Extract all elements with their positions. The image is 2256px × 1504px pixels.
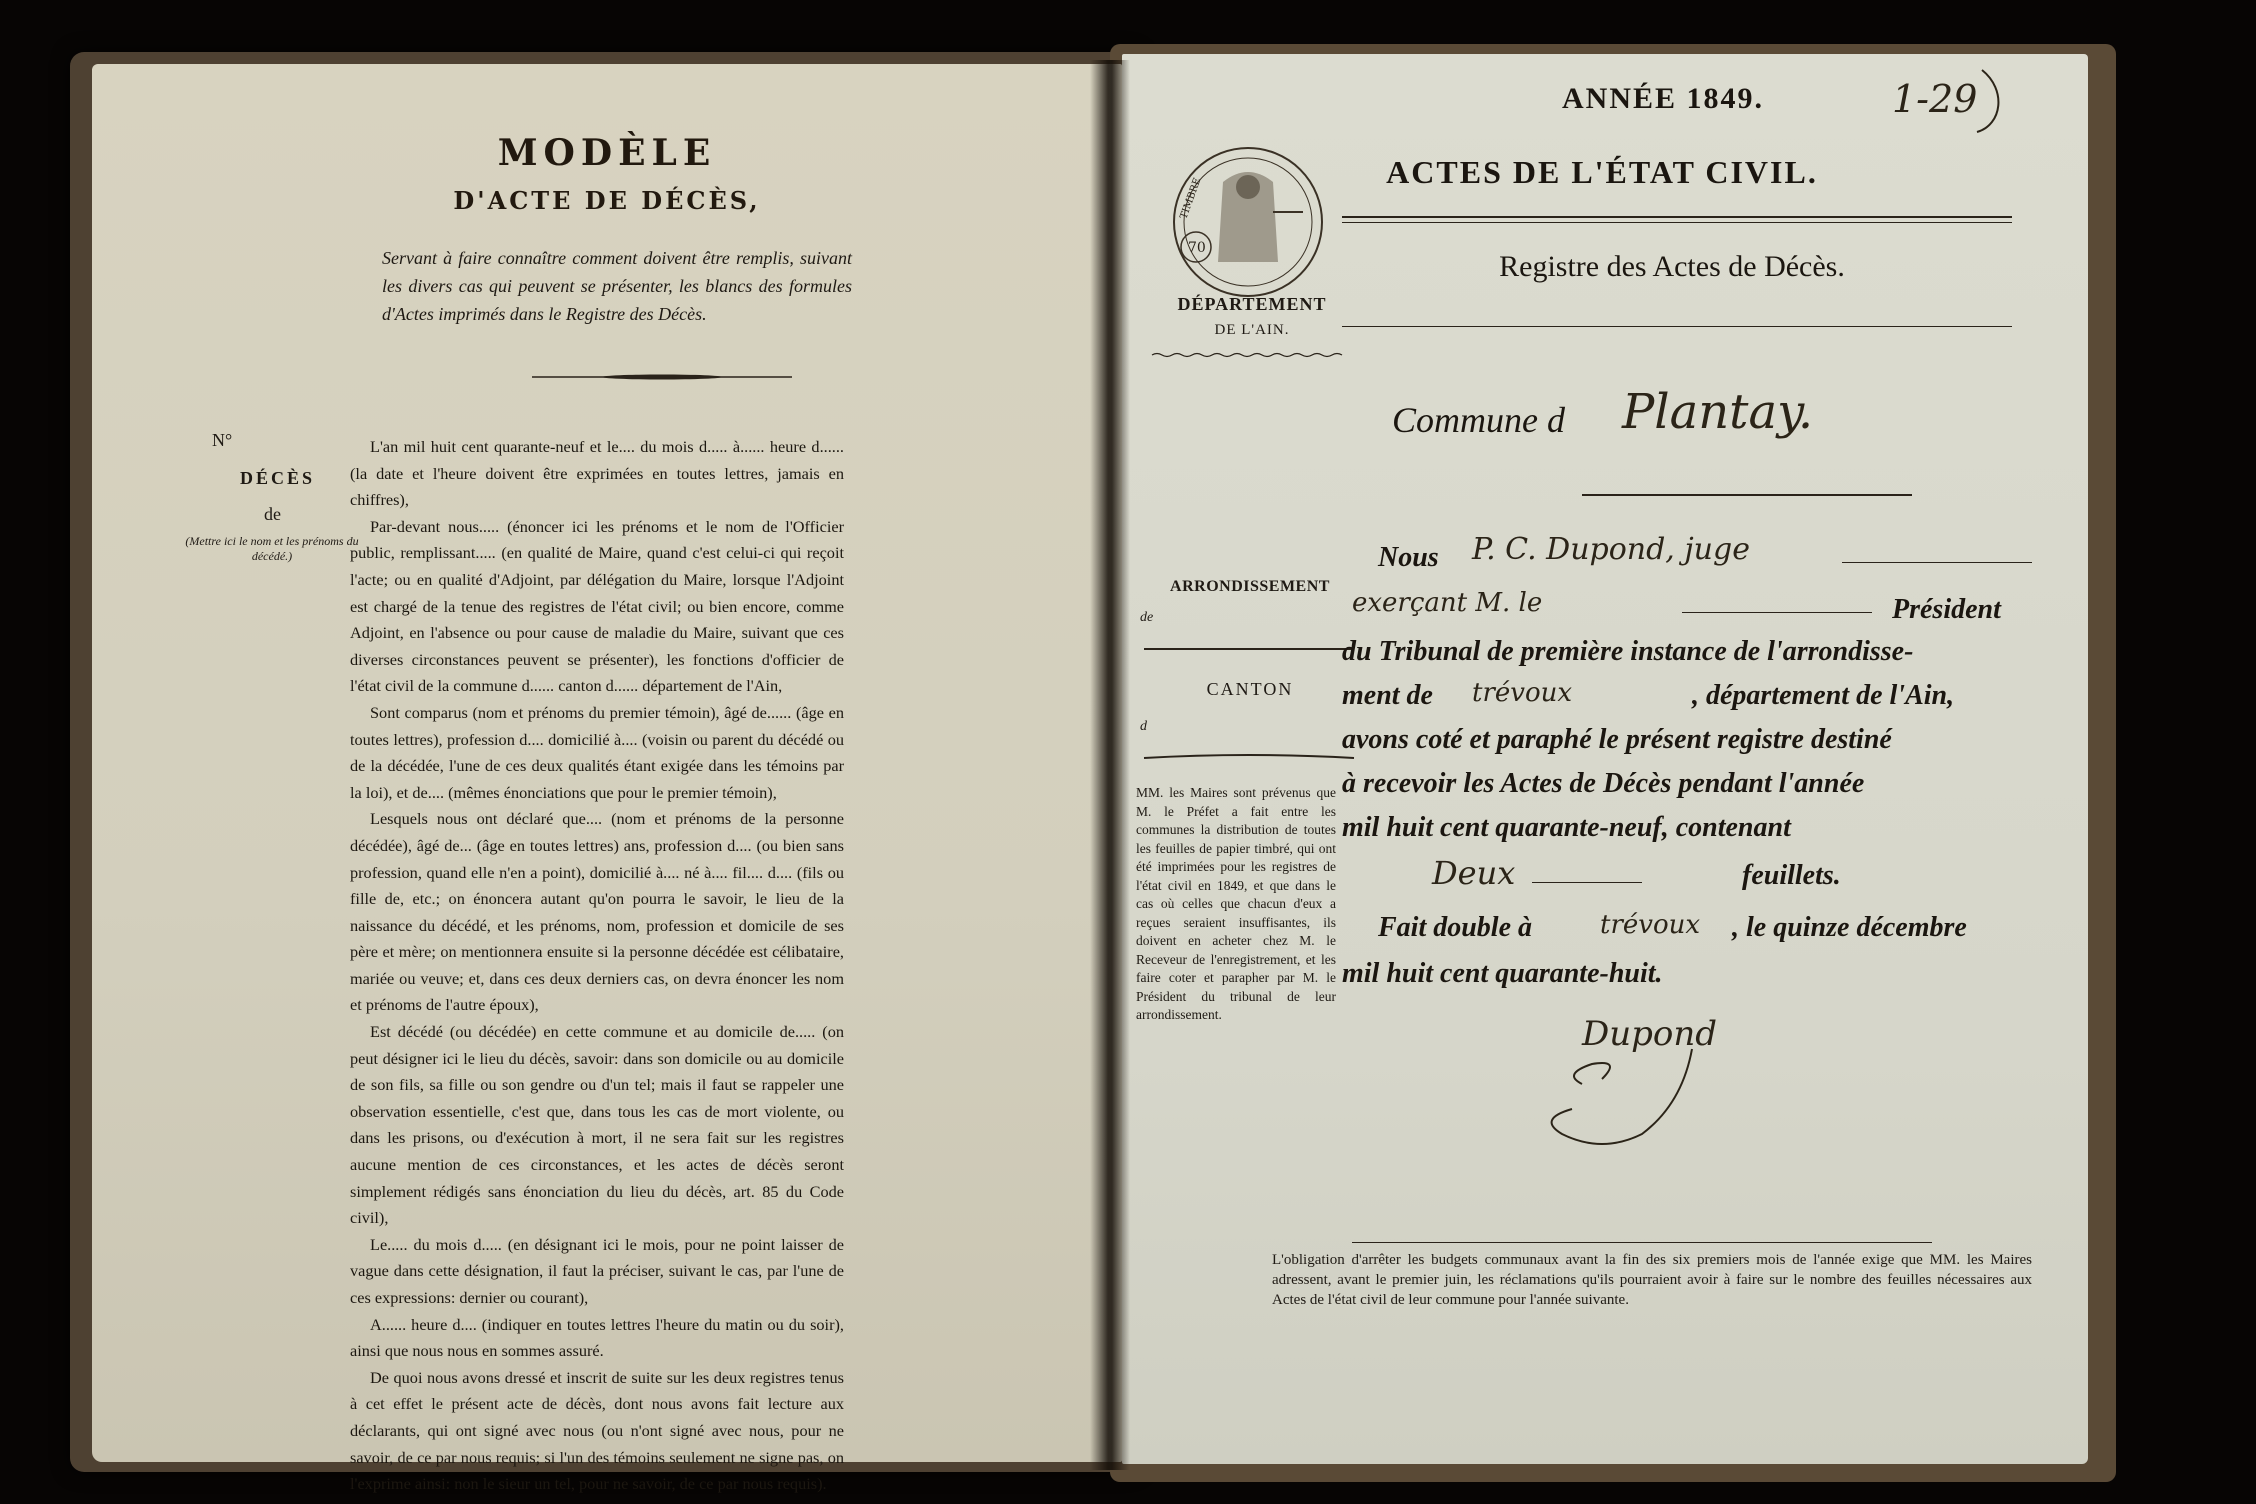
margin-deces-label: DÉCÈS [240, 468, 316, 488]
maires-note: MM. les Maires sont prévenus que M. le Préfet a fait entre les communes la distribution de toutes les feuilles de papier timbré, qui ont été imprimées pour les registres de l'état civil en 1849, et que dans le cas où celles que chacun d'eux a reçues seraient insuffisantes, ils doivent en acheter chez M. le Receveur de l'enregistrement, et les faire coter et parapher par M. le Président du tribunal de leur arrondissement. [1136, 785, 1336, 1022]
paragraph: Sont comparus (nom et prénoms du premier témoin), âgé de...... (âge en toutes lettres), profession d.... domicilié à.... (voisin ou parent du décédé ou de la décédée, l'une de ces deux qualités étant exigée dans les témoins par la loi), et de.... (mêmes énonciations que pour le premier témoin), [350, 702, 844, 802]
margin-note: (Mettre ici le nom et les prénoms du décédé.) [185, 534, 359, 563]
paragraph: Est décédé (ou décédée) en cette commune et au domicile de..... (on peut désigner ici le lieu du décès, savoir: dans son domicile ou au domicile de son fils, sa fille ou son gendre ou d'un tel; mais il faut se rappeler une observation essentielle, c'est que, dans tous les cas de mort violente, ou dans les prisons, ou d'exécution à mort, il ne sera fait sur les registres aucune mention de ces circonstances, et les actes de décès seront simplement rédigés sans énonciation du lieu du décès, art. 85 du Code civil), [350, 1022, 844, 1228]
actes-title: ACTES DE L'ÉTAT CIVIL. [1386, 154, 1818, 190]
paragraph: Lesquels nous ont déclaré que.... (nom et prénoms de la personne décédée), âgé de... (âge en toutes lettres) ans, profession d.... (ou bien sans profession, quand elle n'en a point), domicilié à.... né à.... fil.... d.... (fils ou fille de, etc.; on énoncera autant qu'on pourra le savoir, le lieu de la naissance du décédé, et les prénoms, nom, profession et domicile de ses père et mère; on mentionnera ensuite si la personne décédée est célibataire, mariée ou veuve; et, dans ces deux derniers cas, on devra énoncer les nom et prénoms de l'autre époux), [350, 809, 844, 1015]
ment-handwritten: trévoux [1472, 678, 1573, 708]
paragraph: L'an mil huit cent quarante-neuf et le.... du mois d..... à...... heure d...... (la date et l'heure doivent être exprimées en toutes lettres, jamais en chiffres), [350, 437, 844, 510]
departement-ain-line: , département de l'Ain, [1692, 680, 1955, 711]
nous-handwritten: P. C. Dupond, juge [1472, 532, 1750, 567]
margin-number-label: N° [212, 430, 233, 450]
commune-handwritten: Plantay. [1622, 384, 1814, 440]
feuillets-label: feuillets. [1742, 860, 1841, 891]
nous-label: Nous [1378, 542, 1439, 573]
ornament-rule [532, 372, 792, 382]
arrondissement-label: ARRONDISSEMENT [1170, 578, 1330, 595]
ment-de-label: ment de [1342, 680, 1433, 711]
margin-de-label: de [264, 504, 281, 524]
book-spine [1090, 60, 1130, 1470]
departement-label: DÉPARTEMENT [1177, 294, 1327, 314]
intro-text: Servant à faire connaître comment doivent être remplis, suivant les divers cas qui peuvent se présenter, les blancs des formules d'Actes imprimés dans le Registre des Décès. [382, 248, 852, 324]
stamp-value: 70 [1188, 240, 1206, 256]
paragraph: De quoi nous avons dressé et inscrit de suite sur les deux registres tenus à cet effet le présent acte de décès, dont nous avons fait lecture aux déclarants, qui ont signé avec nous (ou n'ont signé avec nous, pour ne savoir, de ce par nous requis; si l'un des témoins seulement ne signe pas, on l'exprime ainsi: non le sieur un tel, pour ne savoir, de ce par nous requis). [350, 1367, 844, 1494]
signature-flourish [1542, 1044, 1802, 1154]
paragraph: Par-devant nous..... (énoncer ici les prénoms et le nom de l'Officier public, remplissant..... (en qualité de Maire, quand c'est celui-ci qui reçoit l'acte; ou en qualité d'Adjoint, par délégation du Maire, lorsque l'Adjoint est chargé de la tenue des registres de l'état civil; ou bien encore, comme Adjoint, en l'absence ou pour cause de maladie du Maire, suivant que ces diverses circonstances peuvent se présenter), les fonctions d'officier de l'état civil de la commune d...... canton d...... département de l'Ain, [350, 516, 844, 696]
exercant-handwritten: exerçant M. le [1352, 588, 1543, 618]
right-page [1122, 54, 2088, 1464]
le-quinze-line: , le quinze décembre [1732, 912, 1967, 943]
year-heading: ANNÉE 1849. [1562, 82, 1765, 115]
folio-number-handwritten [1882, 60, 2012, 140]
left-page [92, 64, 1122, 1494]
model-body-text [350, 434, 844, 1498]
paragraph: Le..... du mois d..... (en désignant ici le mois, pour ne point laisser de vague dans cette désignation, il faut la préciser, suivant le cas, par l'une de ces expressions: dernier ou courant), [350, 1234, 844, 1307]
feuillets-handwritten: Deux [1432, 854, 1516, 892]
exercant-fill-line [1682, 612, 1872, 613]
canton-rule [1144, 754, 1354, 762]
stamp-seal [1168, 142, 1328, 302]
arrondissement-rule [1144, 648, 1354, 650]
modele-title: MODÈLE [497, 132, 717, 174]
mil-48-line: mil huit cent quarante-huit. [1342, 958, 1663, 989]
signature-handwritten: Dupond [1582, 1014, 1718, 1054]
obligation-note: L'obligation d'arrêter les budgets communaux avant la fin des six premiers mois de l'année exige que MM. les Maires adressent, avant le premier juin, les réclamations qu'ils pourraient avoir à faire sur le nombre des feuilles nécessaires aux Actes de l'état civil de leur commune pour l'année suivante. [1272, 1252, 2032, 1308]
recevoir-line: à recevoir les Actes de Décès pendant l'année [1342, 768, 1865, 799]
obligation-rule [1352, 1242, 1932, 1243]
mil-line: mil huit cent quarante-neuf, contenant [1342, 812, 1791, 843]
canton-label: CANTON [1206, 679, 1294, 699]
avons-line: avons coté et paraphé le présent registre destiné [1342, 724, 1892, 755]
commune-label: Commune d [1392, 400, 1565, 440]
fait-double-label: Fait double à [1378, 912, 1533, 943]
stamp-text: TIMBRE [1178, 176, 1204, 221]
tribunal-line: du Tribunal de première instance de l'arrondisse- [1342, 636, 1914, 667]
modele-subtitle: D'ACTE DE DÉCÈS, [453, 186, 761, 215]
arrondissement-de-label: de [1140, 610, 1154, 625]
fait-handwritten: trévoux [1600, 910, 1701, 940]
feuillets-fill-line [1532, 882, 1642, 883]
president-label: Président [1892, 594, 2001, 625]
folio-text: 1-29 [1892, 77, 1978, 121]
paragraph: A...... heure d.... (indiquer en toutes lettres l'heure du matin ou du soir), ainsi que nous nous en sommes assuré. [350, 1314, 844, 1361]
commune-rule [1582, 494, 1912, 496]
registre-rule [1342, 326, 2012, 327]
nous-fill-line [1842, 562, 2032, 563]
canton-d-label: d [1140, 719, 1147, 734]
departement-ain-label: DE L'AIN. [1214, 322, 1290, 338]
registre-title: Registre des Actes de Décès. [1499, 250, 1845, 283]
dept-rule [1152, 352, 1347, 358]
title-rule-thin [1342, 222, 2012, 223]
title-rule [1342, 216, 2012, 218]
